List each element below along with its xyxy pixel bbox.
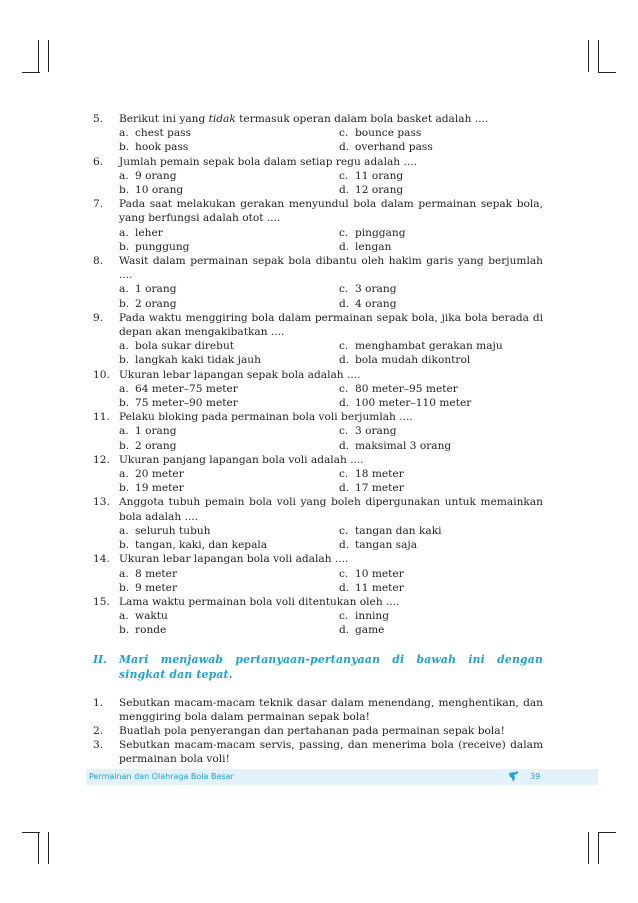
option-text: 20 meter (135, 468, 184, 481)
answer-option (339, 567, 543, 581)
option-text: 11 orang (355, 169, 404, 182)
question-text: Anggota tubuh pemain bola voli yang boleh dipergunakan untuk memainkan bola adalah .... (119, 496, 543, 523)
answer-option (119, 467, 339, 481)
option-text: 64 meter–75 meter (135, 382, 238, 395)
option-text: bola mudah dikontrol (355, 354, 471, 367)
option-text: overhand pass (355, 141, 433, 154)
question-text: Pada saat melakukan gerakan menyundul bola dalam permainan sepak bola, yang berfungsi adalah otot .... (119, 198, 543, 225)
multiple-choice-list (93, 112, 543, 638)
question-text: Ukuran panjang lapangan bola voli adalah .... (119, 453, 364, 466)
option-text: tangan dan kaki (355, 524, 442, 537)
answer-option (339, 623, 543, 637)
page-footer (86, 769, 598, 785)
answer-option (339, 424, 543, 438)
option-text: 3 orang (355, 283, 397, 296)
answer-option (119, 282, 339, 296)
answer-option (339, 396, 543, 410)
option-letter: c. (339, 468, 349, 481)
question-text: Pada waktu menggiring bola dalam permainan sepak bola, jika bola berada di depan akan mengakibatkan .... (119, 311, 543, 339)
option-letter: c. (339, 425, 349, 438)
option-text: pinggang (355, 226, 406, 239)
option-text: 1 orang (135, 425, 177, 438)
question-text: Pelaku bloking pada permainan bola voli berjumlah .... (119, 411, 413, 424)
question-number: 10. (93, 368, 110, 381)
essay-text: Sebutkan macam-macam teknik dasar dalam menendang, menghentikan, dan menggiring bola dalam permainan sepak bola! (119, 696, 543, 723)
answer-option (119, 382, 339, 396)
option-letter: c. (339, 567, 349, 580)
option-text: 2 orang (135, 439, 177, 452)
question-item (93, 254, 543, 311)
option-text: bounce pass (355, 127, 422, 140)
page-number: 39 (530, 772, 541, 781)
question-item (93, 197, 543, 254)
section-title: Mari menjawab pertanyaan-pertanyaan di bawah ini dengan singkat dan tepat. (119, 652, 543, 681)
answer-option (119, 609, 339, 623)
answer-option (119, 140, 339, 154)
answer-option (339, 538, 543, 552)
question-number: 9. (93, 311, 104, 324)
option-text: waktu (135, 610, 168, 623)
question-item (93, 595, 543, 638)
question-text: Ukuran lebar lapangan sepak bola adalah .... (119, 368, 361, 381)
answer-option (339, 140, 543, 154)
essay-item (93, 724, 543, 738)
option-letter: d. (339, 240, 350, 253)
answer-option (339, 524, 543, 538)
answer-option (339, 126, 543, 140)
essay-number: 1. (93, 696, 104, 709)
answer-option (119, 623, 339, 637)
question-item (93, 495, 543, 552)
option-letter: d. (339, 141, 350, 154)
question-number: 6. (93, 155, 104, 168)
option-letter: c. (339, 610, 349, 623)
essay-text: Buatlah pola penyerangan dan pertahanan pada permainan sepak bola! (119, 724, 505, 737)
option-letter: b. (119, 297, 130, 310)
question-item (93, 453, 543, 496)
section-number: II. (93, 652, 107, 666)
question-text-emphasis: tidak (208, 113, 236, 125)
option-text: 75 meter–90 meter (135, 397, 238, 410)
essay-number: 3. (93, 739, 104, 752)
answer-option (119, 538, 339, 552)
option-letter: c. (339, 382, 349, 395)
option-text: 8 meter (135, 567, 178, 580)
answer-option (119, 481, 339, 495)
answer-option (339, 353, 543, 367)
option-letter: c. (339, 283, 349, 296)
option-letter: d. (339, 581, 350, 594)
option-letter: d. (339, 354, 350, 367)
question-item (93, 311, 543, 368)
option-text: 80 meter–95 meter (355, 382, 458, 395)
answer-option (119, 339, 339, 353)
answer-option (119, 169, 339, 183)
figure-icon (506, 770, 520, 784)
option-letter: a. (119, 567, 129, 580)
option-letter: d. (339, 397, 350, 410)
answer-option (119, 297, 339, 311)
question-number: 11. (93, 411, 110, 424)
option-letter: b. (119, 482, 130, 495)
option-text: menghambat gerakan maju (355, 340, 503, 353)
essay-text: Sebutkan macam-macam servis, passing, dan menerima bola (receive) dalam permainan bola voli! (119, 739, 543, 766)
essay-list (93, 696, 543, 767)
section-heading (93, 652, 543, 682)
answer-option (339, 581, 543, 595)
option-text: 10 meter (355, 567, 404, 580)
option-text: 9 orang (135, 169, 177, 182)
page-content (93, 112, 543, 767)
question-item (93, 410, 543, 453)
option-text: inning (355, 610, 390, 623)
answer-option (119, 183, 339, 197)
answer-option (339, 439, 543, 453)
option-letter: a. (119, 468, 129, 481)
answer-option (339, 609, 543, 623)
option-letter: c. (339, 226, 349, 239)
option-letter: a. (119, 524, 129, 537)
option-text: ronde (135, 624, 167, 637)
option-text: 11 meter (355, 581, 404, 594)
footer-title: Permainan dan Olahraga Bola Besar (89, 772, 234, 781)
option-letter: b. (119, 581, 130, 594)
option-letter: d. (339, 297, 350, 310)
question-number: 5. (93, 113, 104, 125)
answer-option (339, 481, 543, 495)
question-number: 14. (93, 553, 110, 566)
option-text: seluruh tubuh (135, 524, 211, 537)
option-text: lengan (355, 240, 392, 253)
essay-item (93, 696, 543, 724)
option-text: 3 orang (355, 425, 397, 438)
option-text: punggung (135, 240, 190, 253)
answer-option (339, 226, 543, 240)
option-text: 1 orang (135, 283, 177, 296)
option-letter: b. (119, 141, 130, 154)
option-text: 19 meter (135, 482, 184, 495)
option-letter: b. (119, 439, 130, 452)
option-letter: a. (119, 340, 129, 353)
option-text: 9 meter (135, 581, 178, 594)
answer-option (119, 424, 339, 438)
answer-option (119, 567, 339, 581)
option-letter: d. (339, 624, 350, 637)
option-text: 12 orang (355, 184, 404, 197)
answer-option (119, 396, 339, 410)
question-number: 15. (93, 595, 110, 608)
option-text: maksimal 3 orang (355, 439, 452, 452)
option-text: game (355, 624, 385, 637)
option-letter: d. (339, 482, 350, 495)
option-letter: d. (339, 184, 350, 197)
option-text: 4 orang (355, 297, 397, 310)
option-letter: a. (119, 283, 129, 296)
option-letter: a. (119, 382, 129, 395)
option-text: hook pass (135, 141, 189, 154)
option-text: 100 meter–110 meter (355, 397, 472, 410)
answer-option (119, 353, 339, 367)
option-text: tangan saja (355, 539, 418, 552)
option-text: chest pass (135, 127, 192, 140)
question-text-part: Berikut ini yang (119, 113, 209, 125)
answer-option (119, 126, 339, 140)
answer-option (339, 297, 543, 311)
option-text: tangan, kaki, dan kepala (135, 539, 268, 552)
question-text: Wasit dalam permainan sepak bola dibantu oleh hakim garis yang berjumlah .... (119, 255, 543, 282)
answer-option (339, 382, 543, 396)
answer-option (119, 240, 339, 254)
option-text: 17 meter (355, 482, 404, 495)
option-letter: a. (119, 610, 129, 623)
option-letter: c. (339, 169, 349, 182)
option-letter: c. (339, 127, 349, 140)
answer-option (119, 524, 339, 538)
option-letter: a. (119, 169, 129, 182)
option-letter: b. (119, 539, 130, 552)
answer-option (339, 169, 543, 183)
question-item (93, 112, 543, 155)
option-text: bola sukar direbut (135, 340, 235, 353)
option-letter: d. (339, 539, 350, 552)
question-number: 12. (93, 453, 110, 466)
option-letter: b. (119, 624, 130, 637)
option-letter: c. (339, 340, 349, 353)
answer-option (339, 282, 543, 296)
option-letter: a. (119, 226, 129, 239)
option-text: langkah kaki tidak jauh (135, 354, 261, 367)
question-number: 8. (93, 255, 104, 268)
option-letter: a. (119, 425, 129, 438)
option-text: 18 meter (355, 468, 404, 481)
answer-option (119, 439, 339, 453)
question-item (93, 368, 543, 411)
option-letter: b. (119, 184, 130, 197)
option-text: 2 orang (135, 297, 177, 310)
question-text-part: termasuk operan dalam bola basket adalah .... (235, 113, 489, 125)
option-text: leher (135, 226, 163, 239)
option-letter: b. (119, 240, 130, 253)
option-letter: b. (119, 354, 130, 367)
essay-number: 2. (93, 724, 104, 737)
answer-option (119, 226, 339, 240)
option-text: 10 orang (135, 184, 184, 197)
question-text: Jumlah pemain sepak bola dalam setiap regu adalah .... (119, 155, 417, 168)
question-number: 13. (93, 496, 110, 509)
option-letter: b. (119, 397, 130, 410)
question-number: 7. (93, 198, 104, 211)
option-letter: d. (339, 439, 350, 452)
option-letter: a. (119, 127, 129, 140)
essay-item (93, 738, 543, 766)
question-item (93, 155, 543, 198)
question-text: Ukuran lebar lapangan bola voli adalah .... (119, 553, 349, 566)
answer-option (339, 339, 543, 353)
answer-option (339, 240, 543, 254)
answer-option (119, 581, 339, 595)
question-text: Lama waktu permainan bola voli ditentukan oleh .... (119, 595, 400, 608)
answer-option (339, 467, 543, 481)
question-item (93, 552, 543, 595)
answer-option (339, 183, 543, 197)
option-letter: c. (339, 524, 349, 537)
question-text (119, 112, 543, 126)
